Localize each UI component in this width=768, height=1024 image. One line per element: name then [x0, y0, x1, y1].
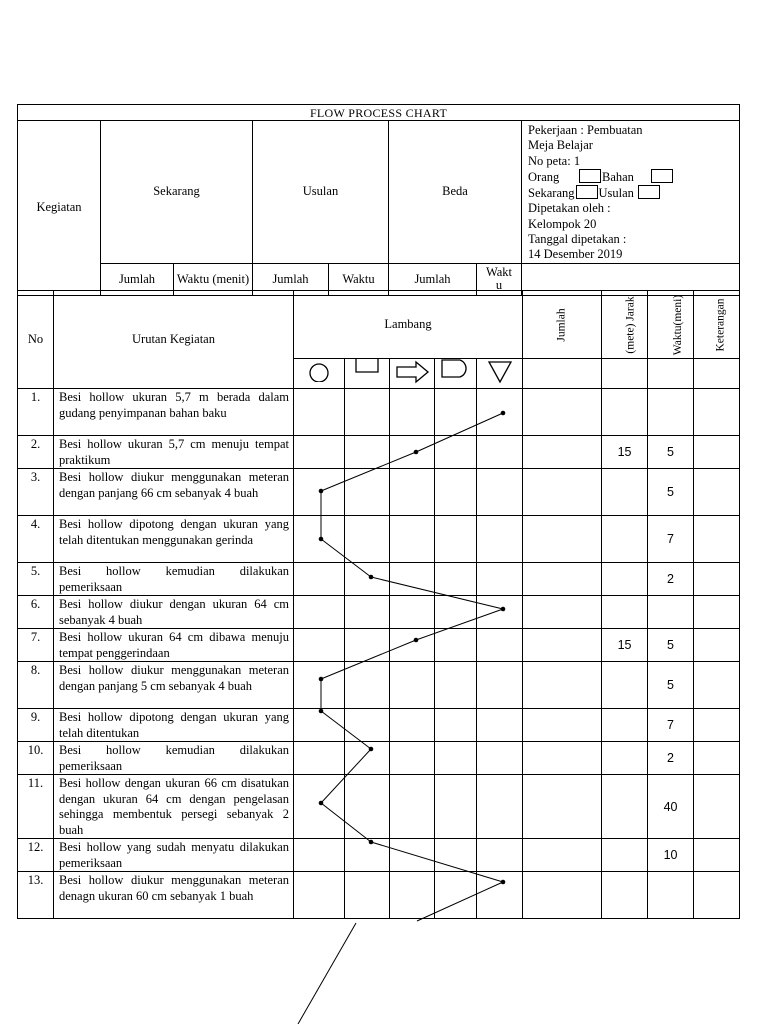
row-jarak: [602, 389, 648, 436]
usulan-jumlah: Jumlah: [253, 263, 329, 295]
symbol-cell: [390, 563, 435, 596]
row-activity: Besi hollow dengan ukuran 66 cm disatukan dengan ukuran 64 cm dengan pengelasan sehingga membentuk persegi sebanyak 2 buah: [54, 775, 294, 839]
row-activity: Besi hollow dipotong dengan ukuran yang telah ditentukan: [54, 709, 294, 742]
sekarang-jumlah: Jumlah: [101, 263, 174, 295]
symbol-cell: [294, 596, 345, 629]
row-waktu: 10: [648, 839, 694, 872]
symbol-cell: [345, 662, 390, 709]
symbol-cell: [390, 709, 435, 742]
row-no: 6.: [18, 596, 54, 629]
row-activity: Besi hollow dipotong dengan ukuran yang telah ditentukan menggunakan gerinda: [54, 516, 294, 563]
col-waktu: Waktu(meni): [648, 291, 694, 359]
row-keterangan: [694, 709, 740, 742]
row-activity: Besi hollow ukuran 5,7 cm menuju tempat praktikum: [54, 436, 294, 469]
beda-waktu: Wakt u: [477, 263, 522, 295]
info-panel: [522, 121, 740, 264]
row-activity: Besi hollow ukuran 5,7 m berada dalam gudang penyimpanan bahan baku: [54, 389, 294, 436]
symbol-cell: [294, 389, 345, 436]
table-row: [18, 469, 740, 516]
row-jumlah: [523, 775, 602, 839]
row-jarak: [602, 709, 648, 742]
row-jumlah: [523, 709, 602, 742]
symbol-cell: [435, 629, 477, 662]
symbol-cell: [345, 563, 390, 596]
symbol-cell: [435, 469, 477, 516]
symbol-cell: [345, 839, 390, 872]
row-keterangan: [694, 839, 740, 872]
row-keterangan: [694, 436, 740, 469]
table-row: [18, 516, 740, 563]
row-jumlah: [523, 389, 602, 436]
row-no: 2.: [18, 436, 54, 469]
sekarang-header: Sekarang: [101, 121, 253, 264]
table-row: [18, 872, 740, 919]
symbol-cell: [345, 516, 390, 563]
symbol-cell: [477, 389, 523, 436]
col-jarak: (mete) Jarak: [602, 291, 648, 359]
symbol-cell: [477, 872, 523, 919]
usulan-header: Usulan: [253, 121, 389, 264]
table-row: [18, 709, 740, 742]
table-row: [18, 563, 740, 596]
symbol-cell: [294, 469, 345, 516]
symbol-cell: [435, 436, 477, 469]
col-urutan: Urutan Kegiatan: [54, 291, 294, 389]
row-keterangan: [694, 775, 740, 839]
info-sekarang-usulan: Sekarang Usulan: [528, 185, 733, 201]
row-no: 4.: [18, 516, 54, 563]
symbol-cell: [477, 629, 523, 662]
row-waktu: [648, 389, 694, 436]
usulan-waktu: Waktu: [329, 263, 389, 295]
row-no: 7.: [18, 629, 54, 662]
symbol-cell: [390, 469, 435, 516]
row-keterangan: [694, 629, 740, 662]
chart-title: FLOW PROCESS CHART: [18, 105, 740, 121]
symbol-cell: [435, 742, 477, 775]
symbol-cell: [390, 389, 435, 436]
row-waktu: 40: [648, 775, 694, 839]
info-kelompok: Kelompok 20: [528, 216, 597, 231]
row-keterangan: [694, 563, 740, 596]
row-keterangan: [694, 872, 740, 919]
symbol-cell: [294, 436, 345, 469]
table-row: [18, 596, 740, 629]
beda-jumlah: Jumlah: [389, 263, 477, 295]
info-dipetakan: Dipetakan oleh :: [528, 201, 611, 216]
symbol-cell: [294, 516, 345, 563]
row-activity: Besi hollow yang sudah menyatu dilakukan pemeriksaan: [54, 839, 294, 872]
col-jumlah: Jumlah: [523, 291, 602, 359]
symbol-cell: [435, 516, 477, 563]
row-waktu: 7: [648, 709, 694, 742]
table-row: [18, 436, 740, 469]
symbol-cell: [345, 596, 390, 629]
row-keterangan: [694, 469, 740, 516]
sekarang-checkbox: [576, 185, 598, 199]
info-no-peta: No peta: 1: [528, 153, 581, 168]
usulan-checkbox: [638, 185, 660, 199]
row-jarak: 15: [602, 629, 648, 662]
sekarang-waktu: Waktu (menit): [174, 263, 253, 295]
row-jarak: 15: [602, 436, 648, 469]
symbol-cell: [390, 516, 435, 563]
symbol-cell: [477, 469, 523, 516]
symbol-cell: [390, 872, 435, 919]
row-keterangan: [694, 742, 740, 775]
row-activity: Besi hollow diukur menggunakan meteran dengan panjang 66 cm sebanyak 4 buah: [54, 469, 294, 516]
row-waktu: 5: [648, 436, 694, 469]
row-activity: Besi hollow diukur menggunakan meteran dengan panjang 5 cm sebanyak 4 buah: [54, 662, 294, 709]
row-jumlah: [523, 596, 602, 629]
symbol-cell: [477, 596, 523, 629]
row-jarak: [602, 662, 648, 709]
table-row: [18, 662, 740, 709]
orang-checkbox: [579, 169, 601, 183]
symbol-cell: [435, 596, 477, 629]
symbol-cell: [477, 709, 523, 742]
row-jumlah: [523, 629, 602, 662]
symbol-cell: [390, 596, 435, 629]
row-no: 8.: [18, 662, 54, 709]
symbol-cell: [294, 662, 345, 709]
row-activity: Besi hollow ukuran 64 cm dibawa menuju tempat penggerindaan: [54, 629, 294, 662]
symbol-cell: [390, 775, 435, 839]
info-tanggal-label: Tanggal dipetakan :: [528, 232, 627, 247]
symbol-cell: [435, 872, 477, 919]
symbol-cell: [390, 629, 435, 662]
table-row: [18, 389, 740, 436]
beda-header: Beda: [389, 121, 522, 264]
row-jarak: [602, 563, 648, 596]
symbol-cell: [435, 662, 477, 709]
symbol-cell: [477, 516, 523, 563]
storage-triangle-icon: [477, 359, 523, 389]
symbol-cell: [345, 436, 390, 469]
info-orang-bahan: Orang Bahan: [528, 169, 733, 185]
row-jarak: [602, 872, 648, 919]
row-no: 11.: [18, 775, 54, 839]
col-no: No: [18, 291, 54, 389]
row-jarak: [602, 596, 648, 629]
row-waktu: 5: [648, 629, 694, 662]
symbol-cell: [345, 775, 390, 839]
col-keterangan: Keterangan: [694, 291, 740, 359]
symbol-cell: [477, 662, 523, 709]
transport-arrow-icon: [390, 359, 435, 389]
symbol-cell: [435, 709, 477, 742]
delay-d-icon: [435, 359, 477, 389]
symbol-cell: [294, 742, 345, 775]
symbol-cell: [477, 839, 523, 872]
header-table: [17, 104, 740, 296]
row-waktu: 5: [648, 662, 694, 709]
row-keterangan: [694, 516, 740, 563]
row-jarak: [602, 775, 648, 839]
row-jumlah: [523, 563, 602, 596]
row-waktu: 2: [648, 563, 694, 596]
bahan-checkbox: [651, 169, 673, 183]
row-waktu: 2: [648, 742, 694, 775]
row-no: 13.: [18, 872, 54, 919]
row-waktu: [648, 596, 694, 629]
col-lambang: Lambang: [294, 291, 523, 359]
kegiatan-label: Kegiatan: [18, 121, 101, 296]
symbol-cell: [345, 629, 390, 662]
symbol-cell: [345, 872, 390, 919]
symbol-cell: [294, 872, 345, 919]
row-no: 1.: [18, 389, 54, 436]
inspection-square-icon: [345, 359, 390, 389]
row-waktu: 7: [648, 516, 694, 563]
flow-trailing-line: [298, 923, 356, 1024]
symbol-cell: [294, 775, 345, 839]
symbol-cell: [294, 839, 345, 872]
row-activity: Besi hollow kemudian dilakukan pemeriksaan: [54, 563, 294, 596]
symbol-cell: [390, 742, 435, 775]
symbol-cell: [477, 436, 523, 469]
row-no: 3.: [18, 469, 54, 516]
symbol-cell: [390, 436, 435, 469]
symbol-cell: [477, 775, 523, 839]
row-keterangan: [694, 596, 740, 629]
row-keterangan: [694, 389, 740, 436]
row-activity: Besi hollow diukur dengan ukuran 64 cm sebanyak 4 buah: [54, 596, 294, 629]
row-no: 9.: [18, 709, 54, 742]
row-activity: Besi hollow kemudian dilakukan pemeriksaan: [54, 742, 294, 775]
row-jumlah: [523, 469, 602, 516]
row-jumlah: [523, 839, 602, 872]
table-row: [18, 775, 740, 839]
symbol-cell: [477, 563, 523, 596]
row-activity: Besi hollow diukur menggunakan meteran denagn ukuran 60 cm sebanyak 1 buah: [54, 872, 294, 919]
row-waktu: 5: [648, 469, 694, 516]
row-jumlah: [523, 872, 602, 919]
symbol-cell: [345, 389, 390, 436]
row-jumlah: [523, 662, 602, 709]
row-jarak: [602, 742, 648, 775]
symbol-cell: [294, 563, 345, 596]
row-no: 5.: [18, 563, 54, 596]
row-jarak: [602, 839, 648, 872]
table-row: [18, 839, 740, 872]
operation-circle-icon: [294, 359, 345, 389]
activity-table: [17, 290, 740, 919]
symbol-cell: [435, 563, 477, 596]
symbol-cell: [345, 469, 390, 516]
row-jumlah: [523, 742, 602, 775]
symbol-cell: [477, 742, 523, 775]
info-pekerjaan: Pekerjaan : Pembuatan: [528, 123, 643, 137]
symbol-cell: [390, 839, 435, 872]
symbol-cell: [294, 629, 345, 662]
table-row: [18, 742, 740, 775]
info-meja: Meja Belajar: [528, 138, 593, 153]
symbol-cell: [294, 709, 345, 742]
symbol-cell: [345, 742, 390, 775]
symbol-cell: [390, 662, 435, 709]
row-jarak: [602, 469, 648, 516]
row-jumlah: [523, 436, 602, 469]
symbol-cell: [435, 775, 477, 839]
row-jumlah: [523, 516, 602, 563]
symbol-cell: [435, 839, 477, 872]
row-jarak: [602, 516, 648, 563]
row-waktu: [648, 872, 694, 919]
table-row: [18, 629, 740, 662]
row-keterangan: [694, 662, 740, 709]
row-no: 10.: [18, 742, 54, 775]
symbol-cell: [435, 389, 477, 436]
info-tanggal: 14 Desember 2019: [528, 247, 623, 262]
symbol-cell: [345, 709, 390, 742]
row-no: 12.: [18, 839, 54, 872]
